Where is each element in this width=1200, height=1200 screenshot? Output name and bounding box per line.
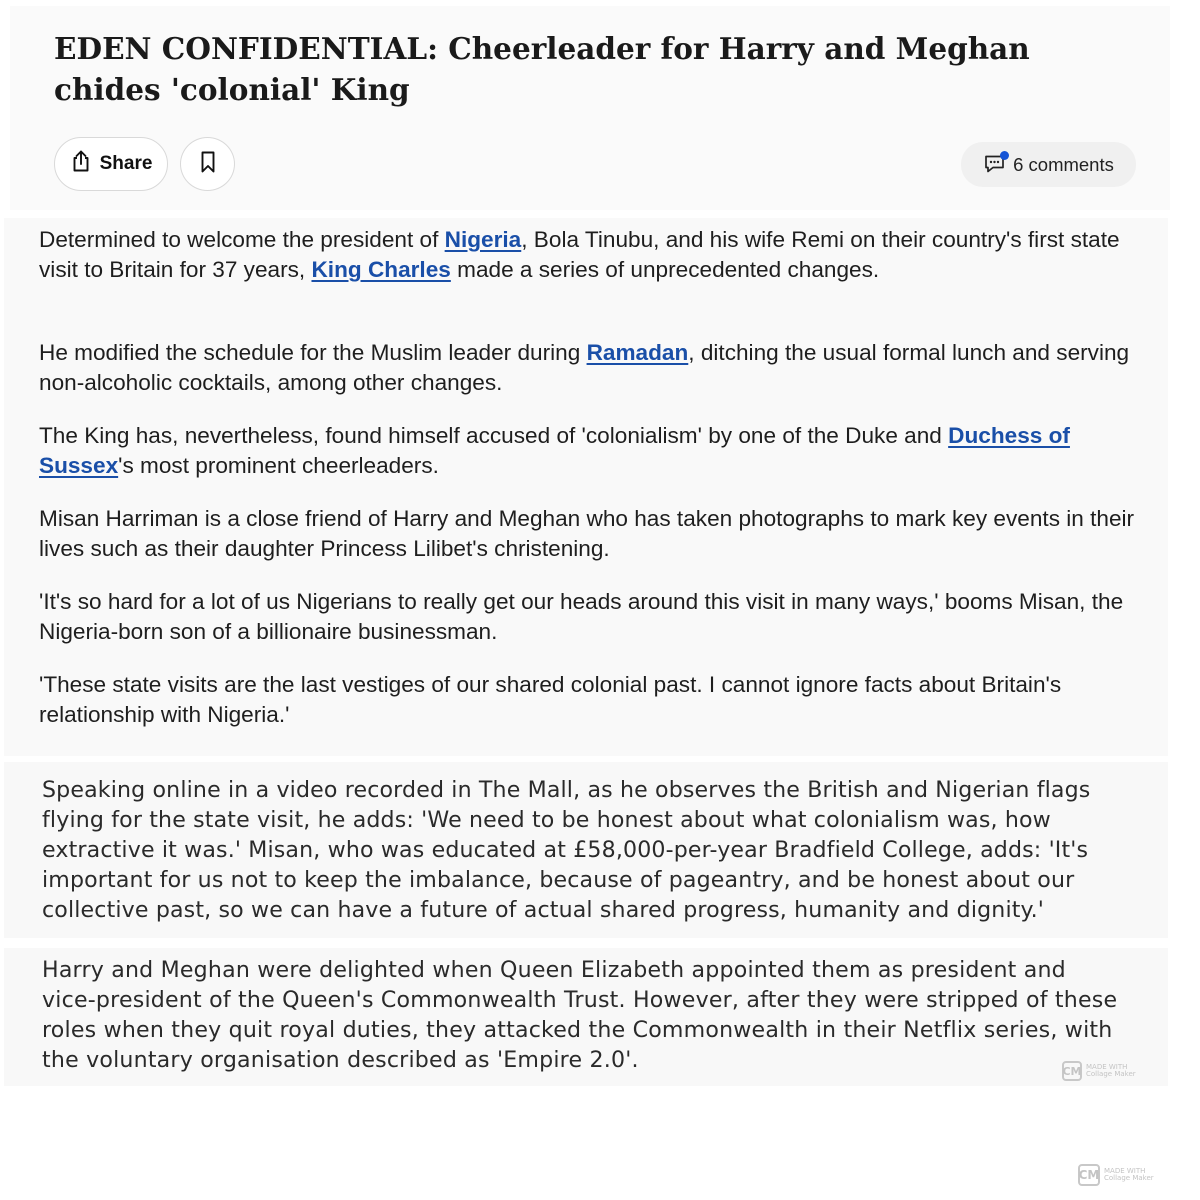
article-paragraph: Harry and Meghan were delighted when Queen Elizabeth appointed them as president and vice-president of the Queen's Commonwealth Trust. However, after they were stripped of these roles when they quit royal duties, they attacked the Commonwealth in their Netflix series, with the voluntary organisation described as 'Empire 2.0'. — [42, 957, 1118, 1073]
article-paragraph: 'It's so hard for a lot of us Nigerians to really get our heads around this visit in many ways,' booms Misan, the Nigeria-born son of a billionaire businessman. — [39, 589, 1124, 644]
paragraph-text: He modified the schedule for the Muslim leader during — [39, 340, 587, 365]
article-paragraph — [39, 338, 1139, 398]
article-headline: EDEN CONFIDENTIAL: Cheerleader for Harry and Meghan chides 'colonial' King — [54, 31, 1030, 107]
share-button[interactable] — [54, 137, 168, 191]
collage-maker-watermark — [1062, 1061, 1136, 1081]
collage-maker-logo: CM — [1062, 1061, 1082, 1081]
paragraph-text: Determined to welcome the president of — [39, 227, 445, 252]
link-king-charles[interactable]: King Charles — [311, 257, 451, 282]
comments-count-label: 6 comments — [1013, 153, 1114, 175]
watermark-line: MADE WITH — [1104, 1166, 1146, 1175]
paragraph-text: The King has, nevertheless, found himself accused of 'colonialism' by one of the Duke and — [39, 423, 949, 448]
unread-dot — [1000, 151, 1009, 160]
bookmark-button[interactable] — [180, 137, 235, 191]
comments-icon — [983, 153, 1009, 177]
link-ramadan[interactable]: Ramadan — [586, 340, 689, 365]
link-nigeria[interactable]: Nigeria — [444, 227, 522, 252]
paragraph-text: , Bola Tinubu, and his wife Remi on their country's first state visit to Britain for 37 years, — [39, 227, 1120, 282]
article-paragraph: Misan Harriman is a close friend of Harry and Meghan who has taken photographs to mark key events in their lives such as their daughter Princess Lilibet's christening. — [39, 506, 1135, 561]
paragraph-text: 's most prominent cheerleaders. — [118, 453, 439, 478]
collage-maker-logo: CM — [1078, 1164, 1100, 1186]
paragraph-text: made a series of unprecedented changes. — [450, 257, 880, 282]
watermark-line: Collage Maker — [1086, 1070, 1136, 1078]
watermark-line: Collage Maker — [1104, 1174, 1154, 1182]
bookmark-icon — [199, 150, 217, 179]
watermark-line: MADE WITH — [1086, 1062, 1128, 1071]
share-icon — [70, 149, 92, 179]
link-duchess-of-sussex[interactable]: Duchess of Sussex — [39, 423, 1070, 478]
share-label: Share — [99, 153, 153, 174]
article-paragraph — [39, 421, 1139, 481]
collage-maker-watermark — [1078, 1164, 1154, 1186]
article-paragraph: 'These state visits are the last vestiges of our shared colonial past. I cannot ignore facts about Britain's relationship with Nigeria.' — [39, 672, 1062, 727]
article-paragraph: Speaking online in a video recorded in The Mall, as he observes the British and Nigerian flags flying for the state visit, he adds: 'We need to be honest about what colonialism was, how extractive it was.' Misan, who was educated at £58,000-per-year Bradfield College, adds: 'It's important for us not to keep the imbalance, because of pageantry, and be honest about our collective past, so we can have a future of actual shared progress, humanity and dignity.' — [42, 777, 1091, 923]
paragraph-text: , ditching the usual formal lunch and serving non-alcoholic cocktails, among other changes. — [39, 340, 1130, 395]
article-paragraph — [39, 225, 1139, 285]
comments-button[interactable] — [961, 142, 1136, 187]
